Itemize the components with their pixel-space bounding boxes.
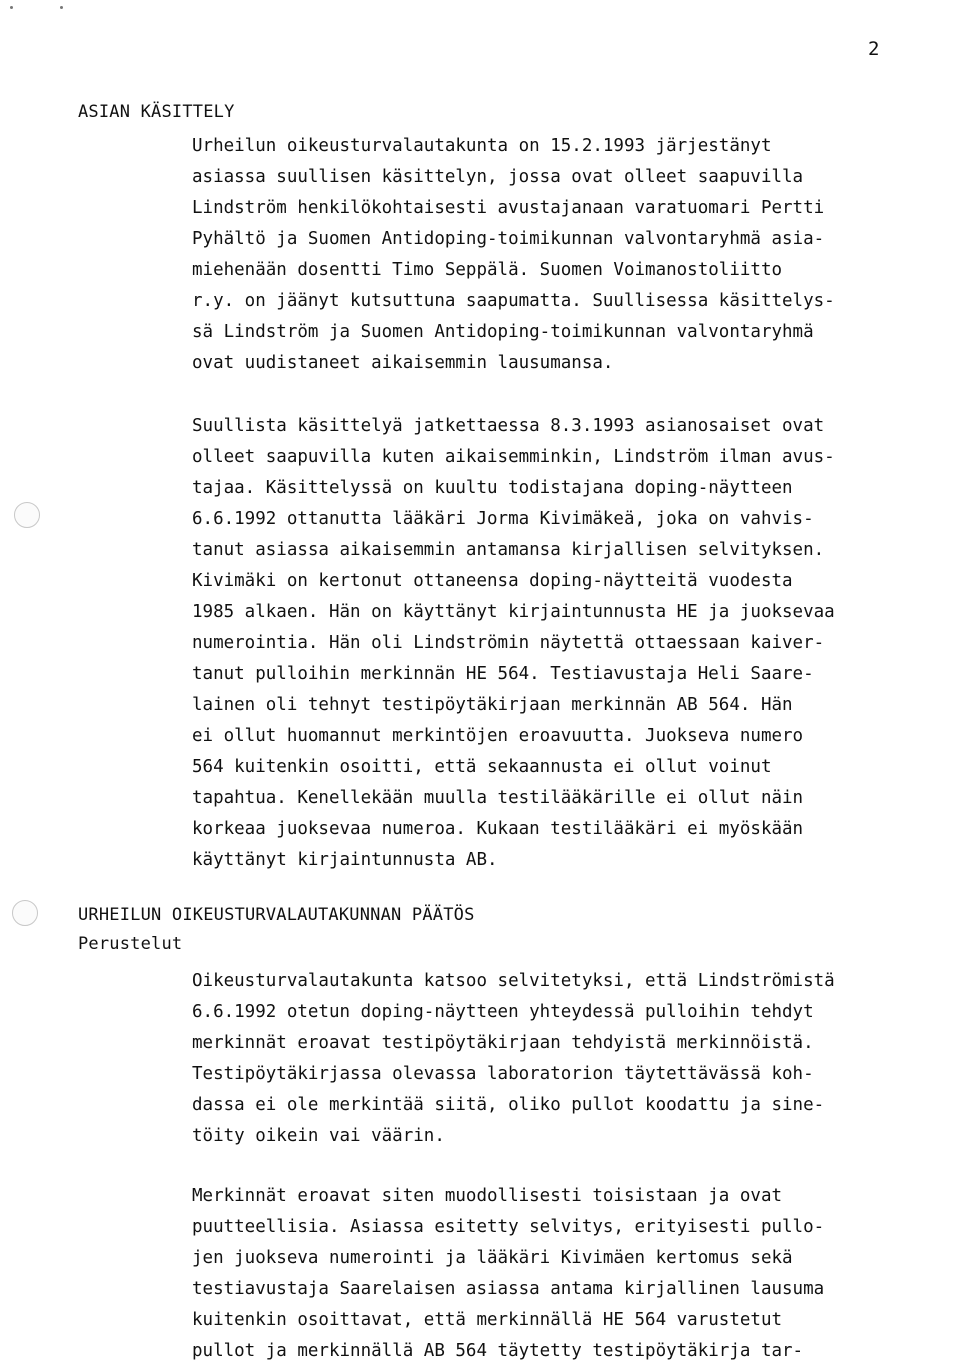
text-line: dassa ei ole merkintää siitä, oliko pullot koodattu ja sine-: [192, 1095, 825, 1115]
paragraph: [192, 131, 960, 379]
text-line: tajaa. Käsittelyssä on kuultu todistajana doping-näytteen: [192, 478, 793, 498]
text-line: Testipöytäkirjassa olevassa laboratorion täytettävässä koh-: [192, 1064, 814, 1084]
text-line: Kivimäki on kertonut ottaneensa doping-näytteitä vuodesta: [192, 571, 793, 591]
text-line: 6.6.1992 otetun doping-näytteen yhteydessä pulloihin tehdyt: [192, 1002, 814, 1022]
text-line: miehenään dosentti Timo Seppälä. Suomen Voimanostoliitto: [192, 260, 783, 280]
text-line: Lindström henkilökohtaisesti avustajanaan varatuomari Pertti: [192, 198, 825, 218]
text-line: testiavustaja Saarelaisen asiassa antama kirjallinen lausuma: [192, 1279, 825, 1299]
text-line: puutteellisia. Asiassa esitetty selvitys, erityisesti pullo-: [192, 1217, 825, 1237]
text-line: asiassa suullisen käsittelyn, jossa ovat olleet saapuvilla: [192, 167, 804, 187]
text-line: 564 kuitenkin osoitti, että sekaannusta ei ollut voinut: [192, 757, 772, 777]
scan-speck: [10, 6, 13, 9]
text-line: jen juokseva numerointi ja lääkäri Kivimäen kertomus sekä: [192, 1248, 793, 1268]
text-line: käyttänyt kirjaintunnusta AB.: [192, 850, 498, 870]
text-line: Pyhältö ja Suomen Antidoping-toimikunnan valvontaryhmä asia-: [192, 229, 825, 249]
text-line: kuitenkin osoittavat, että merkinnällä HE 564 varustetut: [192, 1310, 783, 1330]
text-line: olleet saapuvilla kuten aikaisemminkin, Lindström ilman avus-: [192, 447, 835, 467]
text-line: tapahtua. Kenellekään muulla testilääkärille ei ollut näin: [192, 788, 804, 808]
section-heading-paatos: URHEILUN OIKEUSTURVALAUTAKUNNAN PÄÄTÖS: [78, 905, 475, 925]
text-line: 6.6.1992 ottanutta lääkäri Jorma Kivimäkeä, joka on vahvis-: [192, 509, 814, 529]
text-line: Urheilun oikeusturvalautakunta on 15.2.1993 järjestänyt: [192, 136, 772, 156]
paragraph: [192, 1181, 960, 1367]
text-line: ovat uudistaneet aikaisemmin lausumansa.: [192, 353, 614, 373]
text-line: lainen oli tehnyt testipöytäkirjaan merkinnän AB 564. Hän: [192, 695, 793, 715]
text-line: ei ollut huomannut merkintöjen eroavuutta. Juokseva numero: [192, 726, 804, 746]
text-line: korkeaa juoksevaa numeroa. Kukaan testilääkäri ei myöskään: [192, 819, 804, 839]
text-line: numerointia. Hän oli Lindströmin näytettä ottaessaan kaiver-: [192, 633, 825, 653]
text-line: Merkinnät eroavat siten muodollisesti toisistaan ja ovat: [192, 1186, 783, 1206]
text-line: tanut asiassa aikaisemmin antamansa kirjallisen selvityksen.: [192, 540, 825, 560]
punch-hole: [12, 900, 38, 926]
paragraph: [192, 966, 960, 1152]
section-heading-asian-kasittely: ASIAN KÄSITTELY: [78, 102, 235, 122]
text-line: 1985 alkaen. Hän on käyttänyt kirjaintunnusta HE ja juoksevaa: [192, 602, 835, 622]
subheading-perustelut: Perustelut: [78, 934, 183, 954]
text-line: merkinnät eroavat testipöytäkirjaan tehdyistä merkinnöistä.: [192, 1033, 814, 1053]
paragraph: [192, 411, 960, 876]
text-line: tanut pulloihin merkinnän HE 564. Testiavustaja Heli Saare-: [192, 664, 814, 684]
text-line: r.y. on jäänyt kutsuttuna saapumatta. Suullisessa käsittelys-: [192, 291, 835, 311]
punch-hole: [14, 502, 40, 528]
scan-speck: [60, 6, 63, 9]
page-number: 2: [868, 38, 880, 60]
text-line: pullot ja merkinnällä AB 564 täytetty testipöytäkirja tar-: [192, 1341, 804, 1361]
text-line: töity oikein vai väärin.: [192, 1126, 445, 1146]
text-line: Oikeusturvalautakunta katsoo selvitetyksi, että Lindströmistä: [192, 971, 835, 991]
text-line: Suullista käsittelyä jatkettaessa 8.3.1993 asianosaiset ovat: [192, 416, 825, 436]
text-line: sä Lindström ja Suomen Antidoping-toimikunnan valvontaryhmä: [192, 322, 814, 342]
